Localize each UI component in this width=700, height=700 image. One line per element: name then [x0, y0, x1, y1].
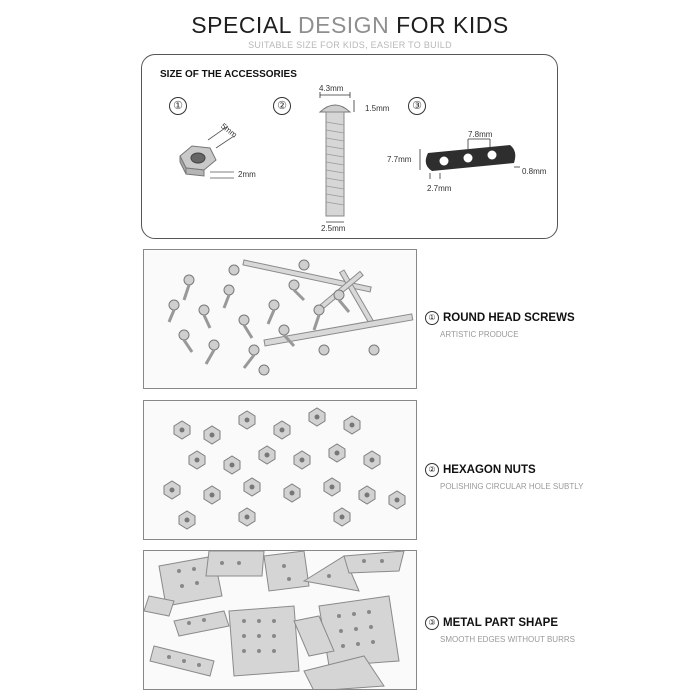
feature-plates: [425, 614, 575, 644]
feature-number: ①: [425, 311, 439, 325]
feature-number: ③: [425, 616, 439, 630]
feature-subtitle: POLISHING CIRCULAR HOLE SUBTLY: [440, 482, 584, 491]
screw-head-height-label: 1.5mm: [365, 104, 390, 113]
strip-hole-diameter-label: 2.7mm: [427, 184, 452, 193]
nut-width-label: 5mm: [219, 121, 239, 140]
screw-diameter-label: 2.5mm: [321, 224, 346, 233]
title-part-1: SPECIAL: [191, 12, 298, 38]
feature-number: ②: [425, 463, 439, 477]
feature-title: ROUND HEAD SCREWS: [443, 311, 575, 324]
strip-width-label: 7.7mm: [387, 155, 412, 164]
title-accent: DESIGN: [298, 12, 390, 38]
spec-title: SIZE OF THE ACCESSORIES: [160, 69, 297, 80]
feature-title: HEXAGON NUTS: [443, 463, 536, 476]
feature-subtitle: ARTISTIC PRODUCE: [440, 330, 519, 339]
feature-title: METAL PART SHAPE: [443, 616, 559, 629]
screw-head-width-label: 4.3mm: [319, 84, 344, 93]
feature-screws: [425, 309, 575, 339]
hex-nut-icon: [170, 118, 250, 198]
page-subtitle: SUITABLE SIZE FOR KIDS, EASIER TO BUILD: [248, 40, 452, 50]
spec-number-2: ②: [273, 97, 291, 115]
spec-number-1: ①: [169, 97, 187, 115]
feature-nuts: [425, 461, 583, 491]
strip-thickness-label: 0.8mm: [522, 167, 547, 176]
plates-photo: [143, 550, 417, 690]
page-title: [0, 12, 700, 39]
nut-thickness-label: 2mm: [238, 170, 256, 179]
title-part-2: FOR KIDS: [389, 12, 509, 38]
spec-number-3: ③: [408, 97, 426, 115]
strip-hole-spacing-label: 7.8mm: [468, 130, 493, 139]
screw-icon: [310, 92, 370, 232]
feature-subtitle: SMOOTH EDGES WITHOUT BURRS: [440, 635, 575, 644]
nuts-photo: [143, 400, 417, 540]
screws-photo: [143, 249, 417, 389]
